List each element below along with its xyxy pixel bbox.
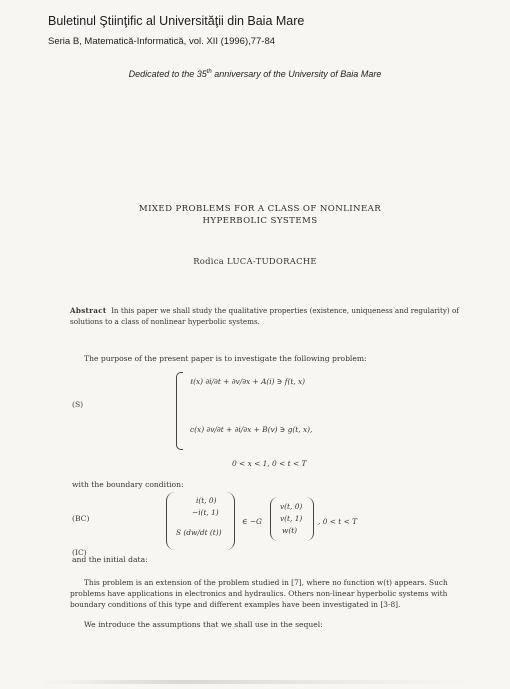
bc-left-paren-open	[166, 492, 175, 550]
bc-right-row3: w(t)	[282, 526, 298, 535]
initial-intro: and the initial data:	[72, 555, 148, 564]
bc-right-row1: v(t, 0)	[280, 502, 303, 511]
dedication-pre: Dedicated to the 35	[128, 69, 207, 79]
boundary-intro: with the boundary condition:	[72, 480, 184, 489]
bc-right-paren-open	[270, 497, 278, 541]
abstract-label: Abstract	[70, 306, 107, 315]
bc-range: , 0 < t < T	[318, 517, 358, 526]
bc-middle: ∈ −G	[242, 517, 262, 526]
scan-smudge	[40, 680, 470, 684]
dedication-post: anniversary of the University of Baia Mare	[211, 69, 382, 79]
assumptions-line: We introduce the assumptions that we shall use in the sequel:	[84, 620, 323, 629]
journal-title: Buletinul Ştiinţific al Universităţii din Baia Mare	[48, 14, 305, 28]
intro-text: The purpose of the present paper is to investigate the following problem:	[84, 354, 367, 363]
paper-title-line1: MIXED PROBLEMS FOR A CLASS OF NONLINEAR	[138, 204, 382, 214]
ic-label: (IC)	[72, 548, 87, 557]
bc-right-paren-close	[306, 497, 314, 541]
system-eq2: c(x) ∂v/∂t + ∂i/∂x + B(v) ∋ g(t, x),	[190, 425, 313, 434]
author: Rodica LUCA-TUDORACHE	[193, 256, 317, 266]
dedication-sup: th	[206, 69, 212, 75]
system-label: (S)	[72, 400, 84, 409]
journal-series: Seria B, Matematică-Informatică, vol. XII (1996),77-84	[48, 36, 276, 47]
bc-left-row3: S (dw/dt (t))	[176, 528, 222, 537]
bc-right-row2: v(t, 1)	[280, 514, 303, 523]
dedication	[0, 69, 510, 79]
paper-title-line2: HYPERBOLIC SYSTEMS	[202, 216, 318, 226]
system-eq1: ℓ(x) ∂i/∂t + ∂v/∂x + A(i) ∋ f(t, x)	[190, 377, 306, 386]
boundary-label: (BC)	[72, 514, 90, 523]
abstract	[70, 305, 460, 327]
bc-left-paren-close	[226, 492, 235, 550]
abstract-text: In this paper we shall study the qualitative properties (existence, uniqueness and regularity) of solutions to a class of nonlinear hyperbolic systems.	[70, 306, 459, 326]
body-paragraph: This problem is an extension of the problem studied in [7], where no function w(t) appears. Such problems have applications in electronics and hydraulics. Others non-linear hyperbolic systems with boundary conditions of this type and different examples have been investigated in [3-8].	[70, 578, 448, 609]
bc-left-row1: i(t, 0)	[196, 496, 217, 505]
paper-title	[60, 203, 460, 227]
bc-left-row2: −i(t, 1)	[192, 508, 219, 517]
system-domain: 0 < x < 1, 0 < t < T	[232, 459, 307, 468]
system-brace	[176, 372, 183, 450]
